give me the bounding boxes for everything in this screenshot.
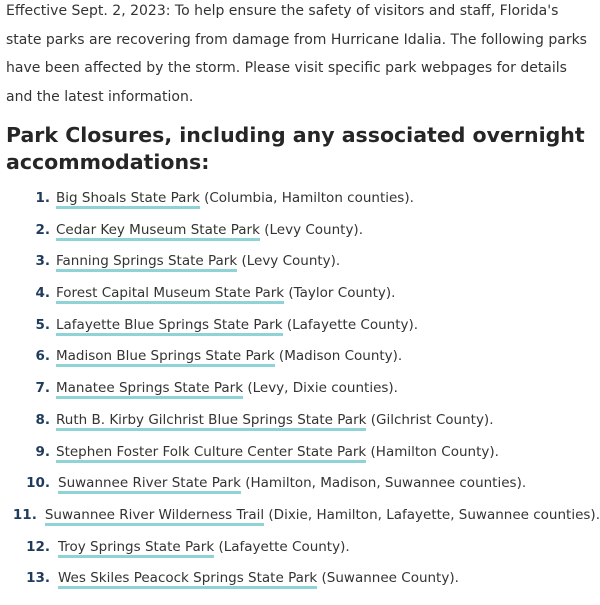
park-link-forest-capital-museum[interactable]: Forest Capital Museum State Park: [56, 285, 284, 304]
park-location-note: (Columbia, Hamilton counties).: [199, 190, 414, 206]
park-location-note: (Levy, Dixie counties).: [243, 380, 398, 397]
park-location-note: (Levy County).: [259, 221, 363, 238]
park-link-big-shoals[interactable]: Big Shoals State Park: [56, 190, 200, 209]
list-item: [6, 317, 600, 349]
park-link-ruth-b-kirby-gilchrist[interactable]: Ruth B. Kirby Gilchrist Blue Springs State Park: [56, 412, 366, 431]
list-number: 12.: [26, 538, 50, 555]
list-item: [6, 444, 600, 476]
list-item: [6, 348, 600, 380]
list-number: 6.: [35, 348, 50, 365]
list-item: [6, 222, 600, 254]
park-link-wes-skiles-peacock-springs[interactable]: Wes Skiles Peacock Springs State Park: [58, 570, 317, 589]
park-location-note: (Madison County).: [274, 348, 403, 365]
park-link-fanning-springs[interactable]: Fanning Springs State Park: [56, 253, 237, 272]
list-item: [6, 190, 600, 222]
park-location-note: (Lafayette County).: [282, 316, 419, 333]
list-item: [6, 253, 600, 285]
list-item: [6, 380, 600, 412]
park-link-suwannee-river-wilderness-trail[interactable]: Suwannee River Wilderness Trail: [45, 507, 264, 526]
list-number: 2.: [35, 221, 50, 238]
list-number: 11.: [12, 506, 37, 523]
park-location-note: (Taylor County).: [284, 285, 396, 302]
list-number: 5.: [35, 316, 50, 333]
intro-paragraph: Effective Sept. 2, 2023: To help ensure the safety of visitors and staff, Florida's state parks are recovering from damage from Hurricane Idalia. The following parks have been affected by the storm. Please visit specific park webpages for details and the latest information.: [6, 3, 587, 105]
park-link-stephen-foster[interactable]: Stephen Foster Folk Culture Center State Park: [56, 444, 366, 463]
park-link-lafayette-blue-springs[interactable]: Lafayette Blue Springs State Park: [56, 317, 283, 336]
list-item: [6, 507, 600, 539]
list-item: [6, 285, 600, 317]
park-location-note: (Hamilton, Madison, Suwannee counties).: [240, 475, 527, 492]
list-number: 7.: [35, 380, 50, 397]
park-location-note: (Hamilton County).: [366, 443, 499, 460]
park-location-note: (Lafayette County).: [214, 538, 350, 555]
list-item: [6, 475, 600, 507]
closures-heading: Park Closures, including any associated overnight accommodations:: [6, 123, 585, 174]
list-number: 10.: [26, 475, 50, 492]
list-item: [6, 539, 600, 571]
park-closures-list: [6, 190, 600, 602]
park-location-note: (Levy County).: [237, 253, 341, 270]
list-item: [6, 412, 600, 444]
park-link-madison-blue-springs[interactable]: Madison Blue Springs State Park: [56, 348, 275, 367]
park-location-note: (Suwannee County).: [317, 570, 459, 587]
park-link-troy-springs[interactable]: Troy Springs State Park: [58, 539, 214, 558]
park-link-cedar-key-museum[interactable]: Cedar Key Museum State Park: [56, 222, 260, 241]
park-link-manatee-springs[interactable]: Manatee Springs State Park: [56, 380, 243, 399]
list-number: 1.: [35, 190, 50, 206]
park-location-note: (Dixie, Hamilton, Lafayette, Suwannee counties).: [264, 506, 600, 523]
list-number: 8.: [35, 411, 50, 428]
list-number: 9.: [35, 443, 50, 460]
park-link-suwannee-river[interactable]: Suwannee River State Park: [58, 475, 241, 494]
list-item: [6, 570, 600, 602]
list-number: 3.: [35, 253, 50, 270]
list-number: 13.: [26, 570, 50, 587]
list-number: 4.: [35, 285, 50, 302]
park-location-note: (Gilchrist County).: [366, 411, 494, 428]
